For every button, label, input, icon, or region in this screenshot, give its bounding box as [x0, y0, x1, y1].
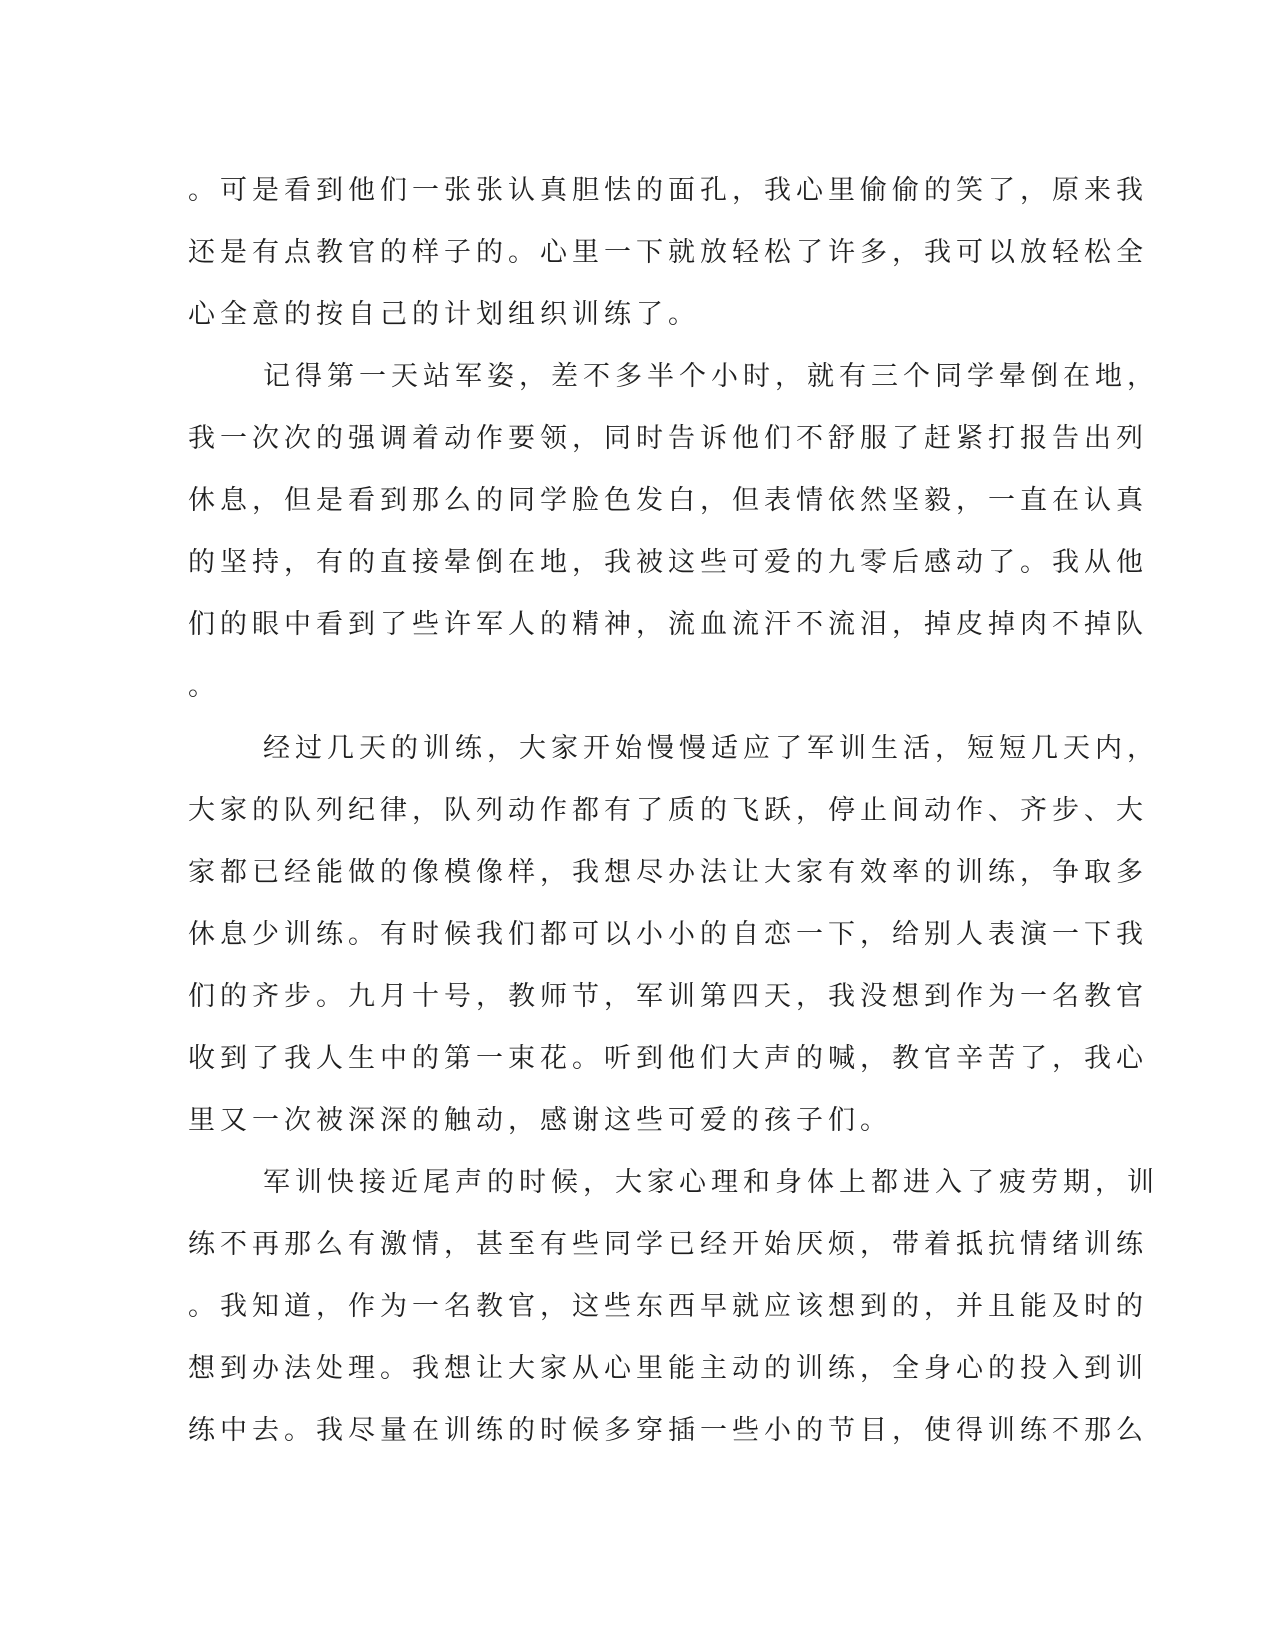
text-line: 。我知道，作为一名教官，这些东西早就应该想到的，并且能及时的 [188, 1291, 1148, 1322]
text-line: 还是有点教官的样子的。心里一下就放轻松了许多，我可以放轻松全 [188, 237, 1148, 268]
paragraph-1 [188, 160, 1148, 346]
text-line: 休息少训练。有时候我们都可以小小的自恋一下，给别人表演一下我 [188, 919, 1148, 950]
text-line: 心全意的按自己的计划组织训练了。 [188, 299, 700, 330]
body-text [188, 160, 1159, 1462]
text-line: 们的齐步。九月十号，教师节，军训第四天，我没想到作为一名教官 [188, 981, 1148, 1012]
text-line: 大家的队列纪律，队列动作都有了质的飞跃，停止间动作、齐步、大 [188, 795, 1148, 826]
text-line: 想到办法处理。我想让大家从心里能主动的训练，全身心的投入到训 [188, 1353, 1148, 1384]
text-line: 练不再那么有激情，甚至有些同学已经开始厌烦，带着抵抗情绪训练 [188, 1229, 1148, 1260]
text-line: 家都已经能做的像模像样，我想尽办法让大家有效率的训练，争取多 [188, 857, 1148, 888]
paragraph-2 [188, 346, 1159, 718]
text-line: 收到了我人生中的第一束花。听到他们大声的喊，教官辛苦了，我心 [188, 1043, 1148, 1074]
text-line: 。 [188, 671, 220, 702]
text-line: 们的眼中看到了些许军人的精神，流血流汗不流泪，掉皮掉肉不掉队 [188, 609, 1148, 640]
text-line: 。可是看到他们一张张认真胆怯的面孔，我心里偷偷的笑了，原来我 [188, 175, 1148, 206]
text-line: 里又一次被深深的触动，感谢这些可爱的孩子们。 [188, 1105, 892, 1136]
text-line: 休息，但是看到那么的同学脸色发白，但表情依然坚毅，一直在认真 [188, 485, 1148, 516]
text-line: 的坚持，有的直接晕倒在地，我被这些可爱的九零后感动了。我从他 [188, 547, 1148, 578]
text-line: 我一次次的强调着动作要领，同时告诉他们不舒服了赶紧打报告出列 [188, 423, 1148, 454]
text-line: 练中去。我尽量在训练的时候多穿插一些小的节目，使得训练不那么 [188, 1415, 1148, 1446]
text-line: 记得第一天站军姿，差不多半个小时，就有三个同学晕倒在地， [263, 361, 1159, 392]
paragraph-4 [188, 1152, 1159, 1462]
paragraph-3 [188, 718, 1159, 1152]
text-line: 军训快接近尾声的时候，大家心理和身体上都进入了疲劳期，训 [263, 1167, 1159, 1198]
text-line: 经过几天的训练，大家开始慢慢适应了军训生活，短短几天内， [263, 733, 1159, 764]
